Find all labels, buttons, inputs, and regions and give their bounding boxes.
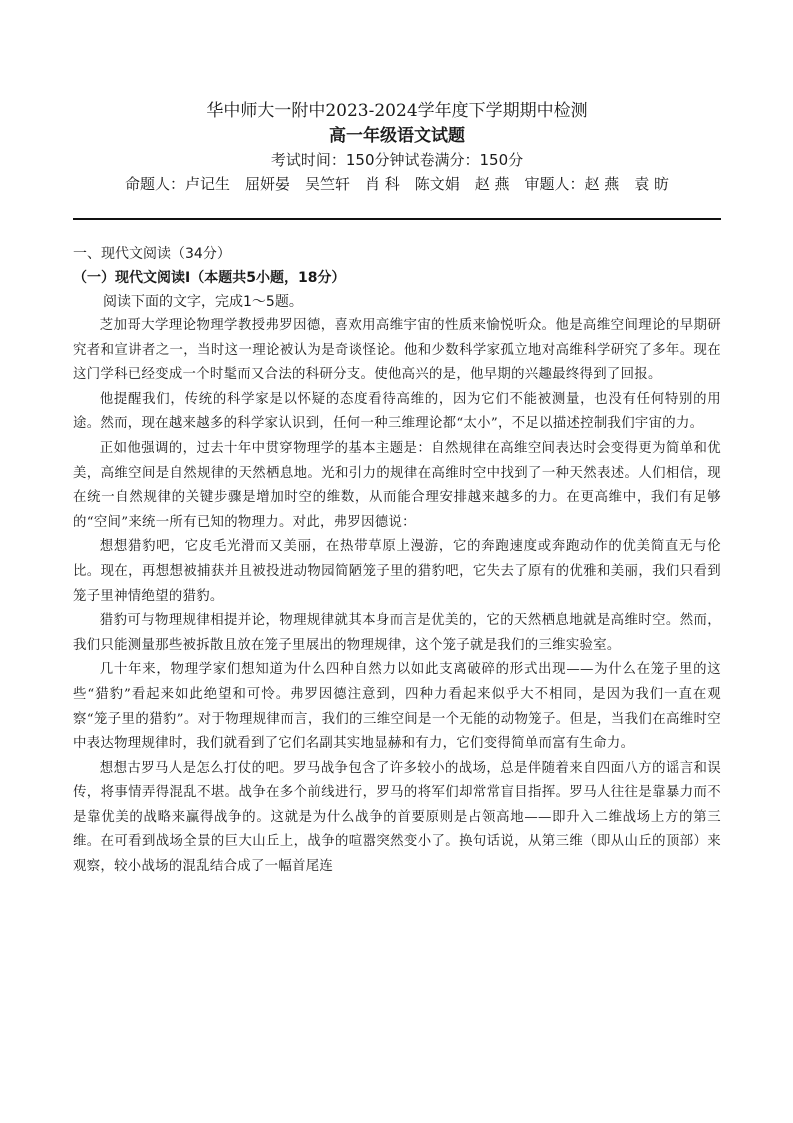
passage-paragraph: 他提醒我们，传统的科学家是以怀疑的态度看待高维的，因为它们不能被测量，也没有任何特别的用途。然而，现在越来越多的科学家认识到，任何一种三维理论都“太小”，不足以描述控制我们宇宙的力。 [73, 391, 721, 432]
passage-paragraph: 想想古罗马人是怎么打仗的吧。罗马战争包含了许多较小的战场，总是伴随着来自四面八方的谣言和误传，将事情弄得混乱不堪。战争在多个前线进行，罗马的将军们却常常盲目指挥。罗马人往往是靠暴力而不是靠优美的战略来赢得战争的。这就是为什么战争的首要原则是占领高地——即升入二维战场上方的第三维。在可看到战场全景的巨大山丘上，战争的喧嚣突然变小了。换句话说，从第三维（即从山丘的顶部）来观察，较小战场的混乱结合成了一幅首尾连 [73, 760, 721, 875]
reading-instruction: 阅读下面的文字，完成1～5题。 [103, 294, 303, 310]
exam-title: 华中师大一附中2023-2024学年度下学期期中检测 [206, 101, 588, 121]
passage-paragraph: 芝加哥大学理论物理学教授弗罗因德，喜欢用高维宇宙的性质来愉悦听众。他是高维空间理论的早期研究者和宣讲者之一，当时这一理论被认为是奇谈怪论。他和少数科学家孤立地对高维科学研究了多年。现在这门学科已经变成一个时髦而又合法的科研分支。使他高兴的是，他早期的兴趣最终得到了回报。 [73, 318, 721, 383]
passage-paragraph: 想想猎豹吧，它皮毛光滑而又美丽，在热带草原上漫游，它的奔跑速度或奔跑动作的优美简直无与伦比。现在，再想想被捕获并且被投进动物园简陋笼子里的猎豹吧，它失去了原有的优雅和美丽，我们只看到笼子里神情绝望的猎豹。 [73, 539, 721, 604]
header-divider [73, 218, 721, 220]
section-heading: 一、现代文阅读（34分） [73, 246, 231, 262]
exam-header [73, 0, 721, 196]
exam-meta: 考试时间：150分钟试卷满分：150分 [270, 151, 524, 169]
exam-subtitle: 高一年级语文试题 [329, 126, 465, 146]
passage-paragraph: 几十年来，物理学家们想知道为什么四种自然力以如此支离破碎的形式出现——为什么在笼子里的这些“猎豹”看起来如此绝望和可怜。弗罗因德注意到，四种力看起来似乎大不相同，是因为我们一直在观察“笼子里的猎豹”。对于物理规律而言，我们的三维空间是一个无能的动物笼子。但是，当我们在高维时空中表达物理规律时，我们就看到了它们名副其实地显赫和有力，它们变得简单而富有生命力。 [73, 662, 721, 752]
passage-paragraph: 正如他强调的，过去十年中贯穿物理学的基本主题是：自然规律在高维空间表达时会变得更为简单和优美，高维空间是自然规律的天然栖息地。光和引力的规律在高维时空中找到了一种天然表述。人们相信，现在统一自然规律的关键步骤是增加时空的维数，从而能合理安排越来越多的力。在更高维中，我们有足够的“空间”来统一所有已知的物理力。对此，弗罗因德说： [73, 440, 721, 530]
reading-passage [73, 314, 721, 880]
sub-section-heading: （一）现代文阅读Ⅰ（本题共5小题，18分） [73, 270, 346, 286]
passage-paragraph: 猎豹可与物理规律相提并论，物理规律就其本身而言是优美的，它的天然栖息地就是高维时空。然而，我们只能测量那些被拆散且放在笼子里展出的物理规律，这个笼子就是我们的三维实验室。 [73, 613, 721, 653]
exam-authors: 命题人：卢记生 屈妍晏 吴竺轩 肖 科 陈文娟 赵 燕 审题人：赵 燕 袁 昉 [124, 175, 670, 193]
